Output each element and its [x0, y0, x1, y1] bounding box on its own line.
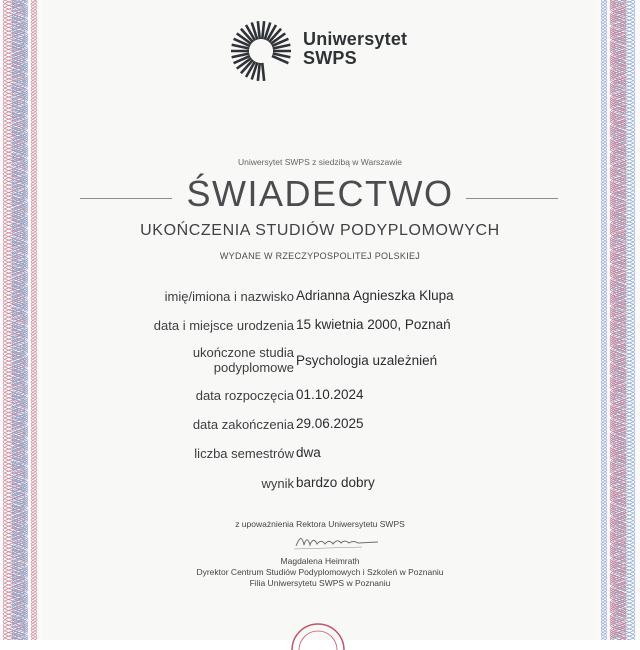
official-seal-icon [288, 620, 348, 650]
field-label-line-1: ukończone studia [192, 345, 294, 360]
signatory-name: Magdalena Heimrath [280, 556, 360, 566]
field-label: liczba semestrów [194, 446, 294, 461]
field-value: bardzo dobry [296, 475, 375, 490]
field-label: imię/imiona i nazwisko [164, 289, 294, 304]
university-seat: Uniwersytet SWPS z siedzibą w Warszawie [237, 157, 403, 167]
swps-logo-icon [228, 18, 294, 84]
authorization-note: z upoważnienia Rektora Uniwersytetu SWPS [235, 519, 405, 529]
logo-line-1: Uniwersytet [303, 29, 408, 49]
field-label: data zakończenia [192, 417, 294, 432]
field-value: 29.06.2025 [296, 416, 364, 431]
logo-wordmark [303, 30, 407, 68]
field-label-line-2: podyplomowe [213, 360, 294, 375]
field-value: dwa [296, 445, 321, 460]
field-value: 15 kwietnia 2000, Poznań [296, 317, 451, 332]
logo-line-2: SWPS [303, 48, 357, 68]
field-label: data rozpoczęcia [195, 388, 294, 403]
field-label: data i miejsce urodzenia [153, 318, 294, 333]
handwritten-signature [292, 532, 382, 552]
field-label: wynik [261, 476, 294, 491]
field-value: 01.10.2024 [296, 387, 364, 402]
certificate-subtitle: UKOŃCZENIA STUDIÓW PODYPLOMOWYCH [140, 222, 500, 239]
field-value: Adrianna Agnieszka Klupa [296, 288, 454, 303]
signatory-position: Dyrektor Centrum Studiów Podyplomowych i Szkoleń w Poznaniu [196, 567, 444, 577]
certificate-title: ŚWIADECTWO [186, 173, 454, 214]
signatory-institution: Filia Uniwersytetu SWPS w Poznaniu [249, 578, 391, 588]
field-value: Psychologia uzależnień [296, 353, 438, 368]
issued-in: WYDANE W RZECZYPOSPOLITEJ POLSKIEJ [219, 251, 421, 261]
